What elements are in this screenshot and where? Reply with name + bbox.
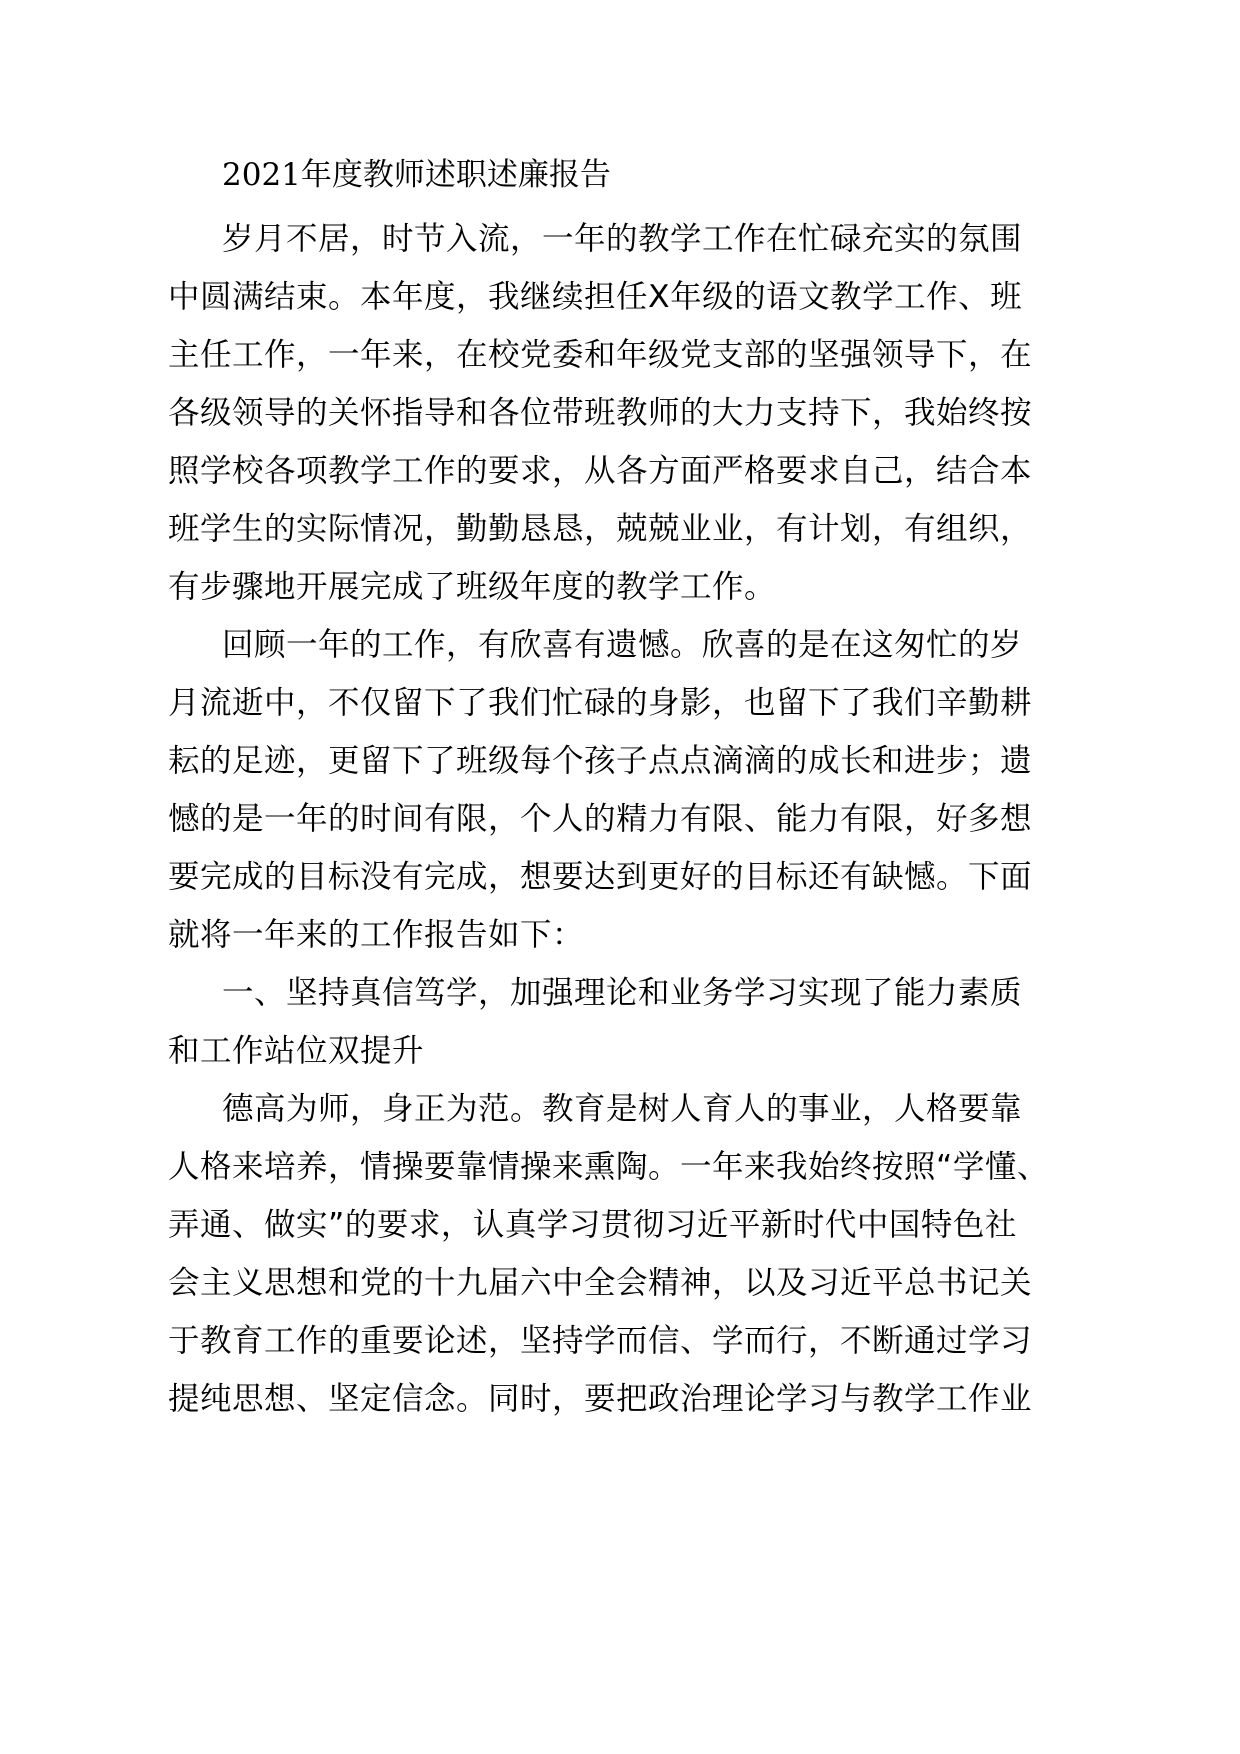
- section-heading-line: 和工作站位双提升: [168, 1033, 425, 1069]
- paragraph-line: 岁月不居，时节入流，一年的教学工作在忙碌充实的氛围: [222, 221, 1023, 257]
- paragraph-line: 德高为师，身正为范。教育是树人育人的事业，人格要靠: [222, 1091, 1023, 1127]
- paragraph-line: 就将一年来的工作报告如下：: [168, 917, 585, 953]
- paragraph-line: 人格来培养，情操要靠情操来熏陶。一年来我始终按照“学懂、: [168, 1149, 1049, 1185]
- paragraph-line: 各级领导的关怀指导和各位带班教师的大力支持下，我始终按: [168, 395, 1033, 431]
- paragraph-line: 于教育工作的重要论述，坚持学而信、学而行，不断通过学习: [168, 1323, 1033, 1359]
- paragraph-line: 憾的是一年的时间有限，个人的精力有限、能力有限，好多想: [168, 801, 1033, 837]
- section-heading-line: 一、坚持真信笃学，加强理论和业务学习实现了能力素质: [222, 975, 1023, 1011]
- paragraph-line: 有步骤地开展完成了班级年度的教学工作。: [168, 569, 777, 605]
- paragraph-line: 月流逝中，不仅留下了我们忙碌的身影，也留下了我们辛勤耕: [168, 685, 1033, 721]
- paragraph-line: 回顾一年的工作，有欣喜有遗憾。欣喜的是在这匆忙的岁: [222, 627, 1023, 663]
- paragraph-line: 中圆满结束。本年度，我继续担任X年级的语文教学工作、班: [168, 279, 1023, 315]
- paragraph-line: 要完成的目标没有完成，想要达到更好的目标还有缺憾。下面: [168, 859, 1033, 895]
- paragraph-line: 弄通、做实”的要求，认真学习贯彻习近平新时代中国特色社: [168, 1207, 1017, 1243]
- document-title: 2021年度教师述职述廉报告: [222, 157, 611, 193]
- paragraph-line: 提纯思想、坚定信念。同时，要把政治理论学习与教学工作业: [168, 1381, 1033, 1417]
- paragraph-line: 会主义思想和党的十九届六中全会精神，以及习近平总书记关: [168, 1265, 1033, 1301]
- paragraph-line: 主任工作，一年来，在校党委和年级党支部的坚强领导下，在: [168, 337, 1033, 373]
- paragraph-line: 班学生的实际情况，勤勤恳恳，兢兢业业，有计划，有组织，: [168, 511, 1033, 547]
- paragraph-line: 照学校各项教学工作的要求，从各方面严格要求自己，结合本: [168, 453, 1033, 489]
- paragraph-line: 耘的足迹，更留下了班级每个孩子点点滴滴的成长和进步；遗: [168, 743, 1033, 779]
